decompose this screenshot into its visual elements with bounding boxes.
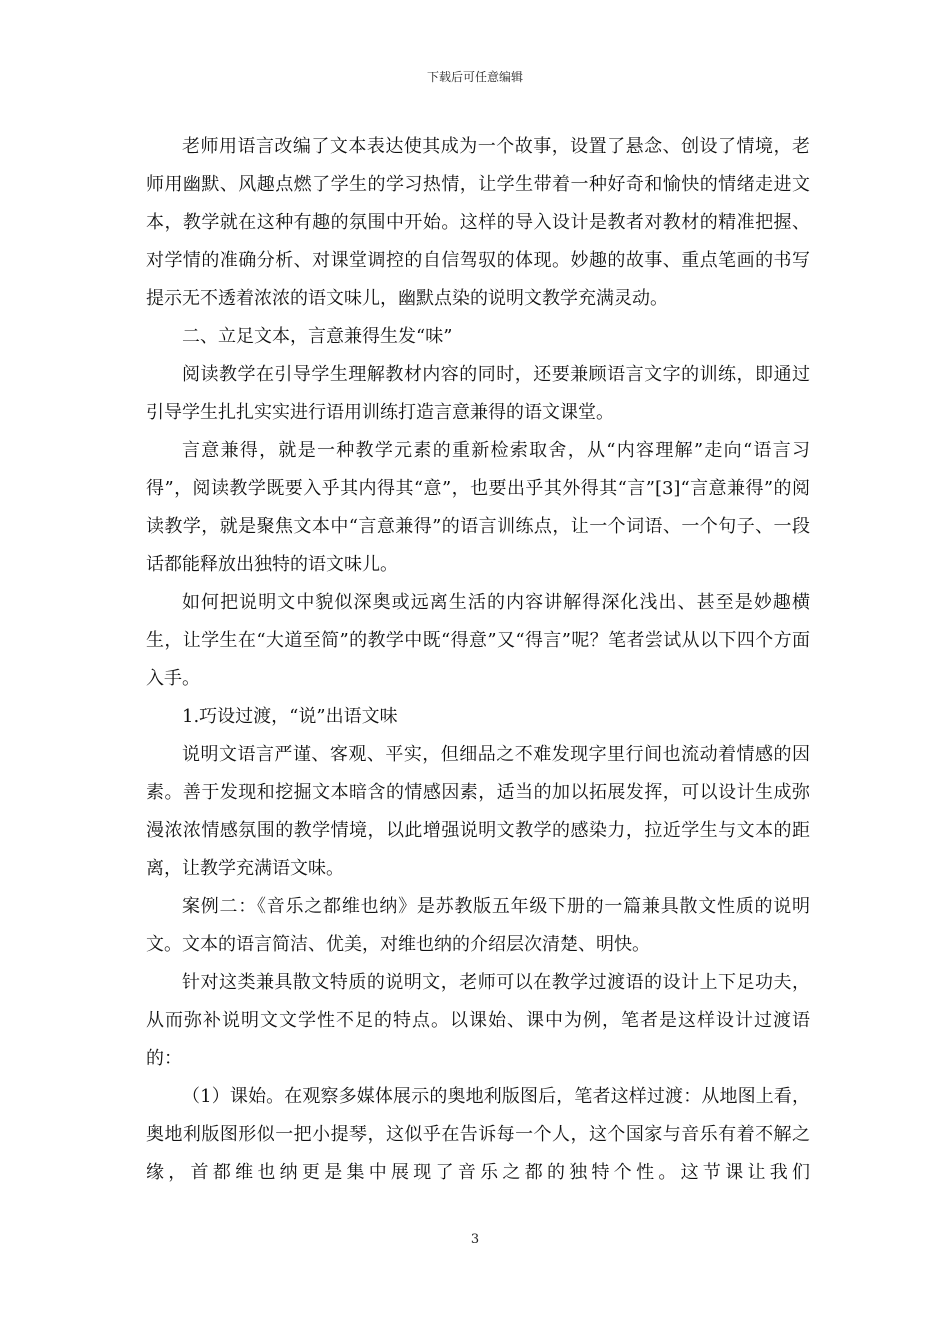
body-paragraph: 案例二：《音乐之都维也纳》是苏教版五年级下册的一篇兼具散文性质的说明文。文本的语言简洁、优美，对维也纳的介绍层次清楚、明快。 (146, 896, 810, 955)
body-paragraph: 言意兼得，就是一种教学元素的重新检索取舍，从“内容理解”走向“语言习得”，阅读教学既要入乎其内得其“意”，也要出乎其外得其“言”[3]“言意兼得”的阅读教学，就是聚焦文本中“言意兼得”的语言训练点，让一个词语、一个句子、一段话都能释放出独特的语文味儿。 (146, 440, 810, 575)
page-number: 3 (470, 1232, 480, 1247)
section-heading: 二、立足文本，言意兼得生发“味” (182, 326, 453, 347)
body-paragraph: 针对这类兼具散文特质的说明文，老师可以在教学过渡语的设计上下足功夫，从而弥补说明文文学性不足的特点。以课始、课中为例，笔者是这样设计过渡语的： (146, 972, 810, 1069)
document-body (146, 128, 810, 1192)
body-paragraph: 如何把说明文中貌似深奥或远离生活的内容讲解得深化浅出、甚至是妙趣横生，让学生在“大道至简”的教学中既“得意”又“得言”呢？笔者尝试从以下四个方面入手。 (146, 592, 810, 689)
body-paragraph: （1）课始。在观察多媒体展示的奥地利版图后，笔者这样过渡：从地图上看，奥地利版图形似一把小提琴，这似乎在告诉每一个人，这个国家与音乐有着不解之缘，首都维也纳更是集中展现了音乐之都的独特个性。这节课让我们 (146, 1086, 810, 1183)
body-paragraph: 老师用语言改编了文本表达使其成为一个故事，设置了悬念、创设了情境，老师用幽默、风趣点燃了学生的学习热情，让学生带着一种好奇和愉快的情绪走进文本，教学就在这种有趣的氛围中开始。这样的导入设计是教者对教材的精准把握、对学情的准确分析、对课堂调控的自信驾驭的体现。妙趣的故事、重点笔画的书写提示无不透着浓浓的语文味儿，幽默点染的说明文教学充满灵动。 (146, 136, 810, 309)
subsection-heading: 1.巧设过渡，“说”出语文味 (182, 706, 398, 727)
body-paragraph: 阅读教学在引导学生理解教材内容的同时，还要兼顾语言文字的训练，即通过引导学生扎扎实实进行语用训练打造言意兼得的语文课堂。 (146, 364, 810, 423)
page-header: 下载后可任意编辑 (426, 70, 523, 84)
body-paragraph: 说明文语言严谨、客观、平实，但细品之不难发现字里行间也流动着情感的因素。善于发现和挖掘文本暗含的情感因素，适当的加以拓展发挥，可以设计生成弥漫浓浓情感氛围的教学情境，以此增强说明文教学的感染力，拉近学生与文本的距离，让教学充满语文味。 (146, 744, 810, 879)
